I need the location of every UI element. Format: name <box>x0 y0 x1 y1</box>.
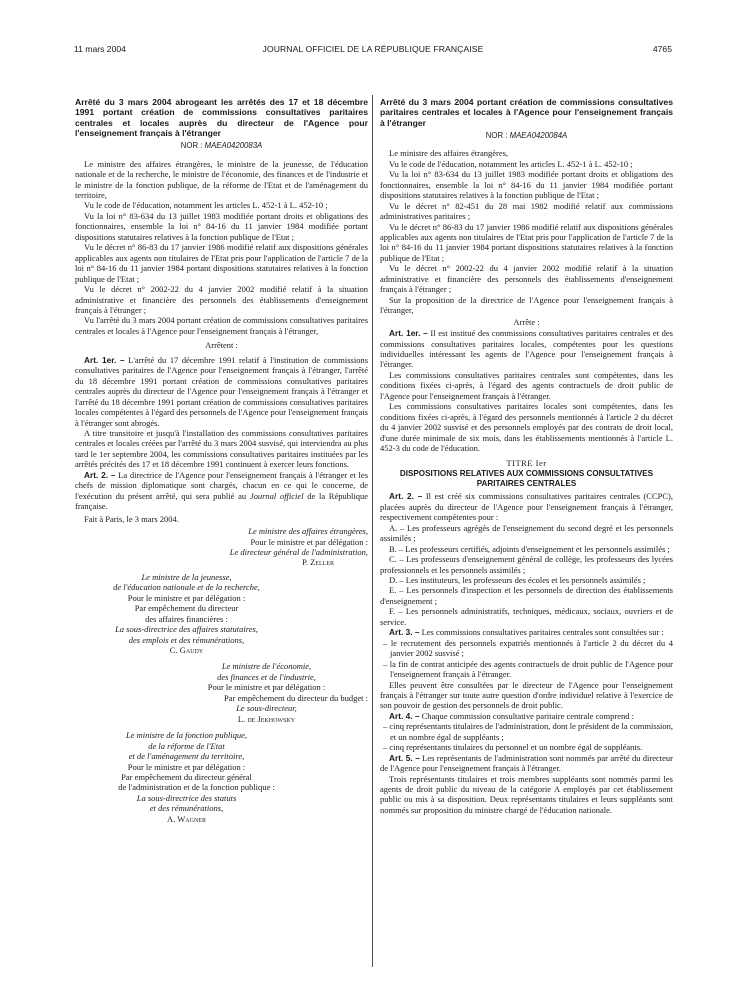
left-nor <box>75 141 368 151</box>
right-para: Vu le code de l'éducation, notamment les articles L. 452-1 à L. 452-10 ; <box>389 158 633 169</box>
right-para: Vu la loi n° 83-634 du 13 juillet 1983 modifiée portant droits et obligations des fonctionnaires, ensemble la loi n° 84-16 du 11 janvier 1984 modifiée portant dispositions statutaires relatives à la fonction publique de l'Etat ; <box>380 169 673 201</box>
signatory-role: des finances et de l'industrie, <box>217 671 316 682</box>
list-item: E. – Les personnels d'inspection et les personnels de direction des établissements d'enseignement ; <box>380 585 673 606</box>
article-text: Les commissions consultatives paritaires centrales sont consultées sur : <box>421 627 664 638</box>
signature-block-3 <box>75 661 368 724</box>
right-para: Le ministre des affaires étrangères, <box>389 148 509 159</box>
left-column <box>75 97 368 824</box>
right-nor <box>380 131 673 141</box>
left-para: A titre transitoire et jusqu'à l'installation des commissions consultatives paritaires centrales et locales créées par l'arrêté du 3 mars 2004 susvisé, qui interviendra au plus tard le 1er septembre 2004, les commissions consultatives paritaires instituées par les arrêtés précités des 17 et 18 décembre 1991 continuent à exercer leurs fonctions. <box>75 427 368 470</box>
left-arretent: Arrêtent : <box>205 340 238 351</box>
signatory-line: Pour le ministre et par délégation : <box>250 536 368 547</box>
signatory-line: Pour le ministre et par délégation : <box>127 592 246 603</box>
list-item: C. – Les professeurs d'enseignement général de collège, les professeurs des lycées professionnels et les personnels assimilés ; <box>380 554 673 575</box>
signature-block-1 <box>75 526 368 568</box>
signatory-line: La sous-directrice des affaires statutaires, <box>115 624 258 635</box>
signatory-role: de la réforme de l'Etat <box>148 740 225 751</box>
article-label: Art. 4. – <box>389 710 420 721</box>
left-para: Le ministre des affaires étrangères, le ministre de la jeunesse, de l'éducation nationale et de la recherche, le ministre de l'économie, des finances et de l'industrie et le ministre de la fonction publique, de la réforme de l'Etat et de l'aménagement du territoire, <box>75 158 368 200</box>
page-header <box>74 44 672 58</box>
article-label: Art. 2. – <box>84 469 116 480</box>
signatory-role: Le ministre de l'économie, <box>221 661 312 672</box>
signatory-line: des affaires financières : <box>145 613 228 624</box>
titre-heading: TITRE Ier <box>506 458 547 469</box>
list-item: – cinq représentants titulaires de l'administration, dont le président de la commission, et un nombre égal de suppléants ; <box>383 721 673 742</box>
article-label: Art. 1er. – <box>389 328 428 339</box>
article-label: Art. 2. – <box>389 491 423 502</box>
journal-title: JOURNAL OFFICIEL DE LA RÉPUBLIQUE FRANÇAISE <box>262 44 484 54</box>
left-para: Vu la loi n° 83-634 du 13 juillet 1983 modifiée portant droits et obligations des fonctionnaires, ensemble la loi n° 84-16 du 11 janvier 1984 modifiée portant dispositions statutaires relatives à la fonction publique de l'Etat ; <box>75 210 368 242</box>
signatory-role: Le ministre des affaires étrangères, <box>248 526 368 537</box>
signature-block-4 <box>75 730 368 824</box>
list-item: – le recrutement des personnels expatriés mentionnés à l'article 2 du décret du 4 janvier 2002 susvisé ; <box>383 637 673 659</box>
list-item: – la fin de contrat anticipée des agents contractuels de droit public de l'Agence pour l'enseignement français à l'étranger. <box>383 658 673 680</box>
right-para: Vu le décret n° 82-451 du 28 mai 1982 modifié relatif aux commissions administratives paritaires ; <box>380 200 673 222</box>
right-para: Les commissions consultatives paritaires locales sont compétentes, dans les conditions fixées ci-après, à l'égard des personnels mentionnés à l'article 2 du décret du 4 janvier 2002 susvisé et des personnels employés par des contrats de droit local, d'une durée minimale de six mois, dans les établissements mentionnés à l'article L. 452-3 du code de l'éducation. <box>380 401 673 454</box>
signatory-line: Le sous-directeur, <box>236 703 297 714</box>
signatory-role: Le ministre de la jeunesse, <box>141 571 232 582</box>
signatory-line: Pour le ministre et par délégation : <box>207 682 326 693</box>
right-para: Sur la proposition de la directrice de l'Agence pour l'enseignement français à l'étranger, <box>380 294 673 316</box>
signatory-line: La sous-directrice des statuts <box>136 792 237 803</box>
right-article-5 <box>380 753 673 774</box>
article-text: Chaque commission consultative paritaire centrale comprend : <box>421 710 634 721</box>
signatory-line: Par empêchement du directeur <box>134 603 239 614</box>
article-text: L'arrêté du 17 décembre 1991 relatif à l'institution de commissions consultatives paritaires de l'Agence pour l'enseignement français à l'étranger, l'arrêté du 18 décembre 1991 portant création de commissions consultatives paritaires centrales auprès du directeur de l'Agence pour l'enseignement français à l'étranger et l'arrêté du 18 décembre 1991 portant création de commissions consultatives paritaires locales compétentes à l'égard des personnels de l'Agence pour l'enseignement français à l'étranger sont abrogés. <box>75 354 369 428</box>
article-label: Art. 1er. – <box>84 354 125 365</box>
right-decree-title: Arrêté du 3 mars 2004 portant création de commissions consultatives paritaires centrales et locales à l'Agence pour l'enseignement français à l'étranger <box>380 97 673 128</box>
signatory-line: de l'administration et de la fonction publique : <box>118 782 275 793</box>
left-article-1 <box>75 355 368 428</box>
signatory-line: Par empêchement du directeur du budget : <box>224 692 368 703</box>
titre-subheading: DISPOSITIONS RELATIVES AUX COMMISSIONS CONSULTATIVES PARITAIRES CENTRALES <box>399 468 654 489</box>
right-article-4 <box>380 711 673 721</box>
signatory-line: Le directeur général de l'administration, <box>229 546 368 557</box>
right-para: Trois représentants titulaires et trois membres suppléants sont nommés parmi les agents de droit public du niveau de la catégorie A employés par cet établissement public ou mis à sa disposition. Deux représentants titulaires et leurs suppléants sont nommés sur proposition du ministre chargé de l'éducation nationale. <box>380 773 673 815</box>
article-label: Art. 3. – <box>389 627 420 638</box>
list-item: B. – Les professeurs certifiés, adjoints d'enseignement et les personnels assimilés ; <box>389 543 670 554</box>
left-fait: Fait à Paris, le 3 mars 2004. <box>84 513 179 524</box>
left-para: Vu le décret n° 86-83 du 17 janvier 1986 modifié relatif aux dispositions générales applicables aux agents non titulaires de l'Etat pris pour l'application de l'article 7 de la loi n° 84-16 du 11 janvier 1984 portant dispositions statutaires relatives à la fonction publique de l'Etat ; <box>75 242 368 284</box>
signatory-line: des emplois et des rémunérations, <box>128 634 245 645</box>
nor-code: MAEA0420084A <box>509 130 568 140</box>
right-para: Vu le décret n° 86-83 du 17 janvier 1986 modifié relatif aux dispositions générales applicables aux agents non titulaires de l'Etat pris pour l'application de l'article 7 de la loi n° 84-16 du 11 janvier 1984 portant dispositions statutaires relatives à la fonction publique de l'Etat ; <box>380 221 673 263</box>
article-text: de la République française. <box>75 490 368 512</box>
signatory-name: C. Gaudy <box>169 645 204 656</box>
signatory-name: A. Wagner <box>167 813 206 824</box>
article-label: Art. 5. – <box>389 752 420 763</box>
nor-label: NOR : <box>180 141 203 151</box>
right-arrete: Arrête : <box>513 316 540 327</box>
article-text: La directrice de l'Agence pour l'enseignement français à l'étranger et les chefs de mission diplomatique sont chargés, chacun en ce qui le concerne, de l'exécution du présent arrêté, qui sera publié au <box>75 469 368 501</box>
nor-label: NOR : <box>485 130 508 140</box>
right-para: Elles peuvent être consultées par le directeur de l'Agence pour l'enseignement français à l'étranger sur toute autre question d'ordre individuel relative à l'exercice de son pouvoir de gestion des personnels de droit public. <box>380 679 673 711</box>
left-para: Vu le décret n° 2002-22 du 4 janvier 2002 modifié relatif à la situation administrative et financière des personnels des établissements d'enseignement français à l'étranger ; <box>75 284 368 315</box>
list-item: D. – Les instituteurs, les professeurs des écoles et les personnels assimilés ; <box>389 574 646 585</box>
list-item: – cinq représentants titulaires du personnel et un nombre égal de suppléants. <box>383 742 643 753</box>
signatory-line: Pour le ministre et par délégation : <box>127 761 246 772</box>
signatory-role: de l'éducation nationale et de la recherche, <box>113 582 260 593</box>
right-column <box>380 97 673 815</box>
column-divider <box>372 95 373 967</box>
article-text: Les représentants de l'administration sont nommés par arrêté du directeur de l'Agence pour l'enseignement français à l'étranger. <box>380 752 674 774</box>
article-text: Il est créé six commissions consultatives paritaires centrales (CCPC), placées auprès du directeur de l'Agence pour l'enseignement français à l'étranger, respectivement compétentes pour : <box>380 491 674 523</box>
list-item: A. – Les professeurs agrégés de l'enseignement du second degré et les personnels assimilés ; <box>380 522 673 544</box>
signatory-name: L. de Jekhowsky <box>237 713 296 724</box>
left-para: Vu le code de l'éducation, notamment les articles L. 452-1 à L. 452-10 ; <box>84 200 328 211</box>
left-decree-title: Arrêté du 3 mars 2004 abrogeant les arrêtés des 17 et 18 décembre 1991 portant création de commissions consultatives paritaires centrales et locales auprès du directeur de l'Agence pour l'enseignement français à l'étranger <box>75 97 368 138</box>
signatory-role: Le ministre de la fonction publique, <box>125 730 248 741</box>
signature-block-2 <box>75 572 368 656</box>
journal-officiel-ref: Journal officiel <box>249 490 304 501</box>
right-para: Vu le décret n° 2002-22 du 4 janvier 2002 modifié relatif à la situation administrative et financière des personnels des établissements d'enseignement français à l'étranger ; <box>380 263 673 295</box>
left-para: Vu l'arrêté du 3 mars 2004 portant création de commissions consultatives paritaires centrales et locales à l'Agence pour l'enseignement français à l'étranger, <box>75 315 368 336</box>
signatory-line: et des rémunérations, <box>149 803 224 814</box>
right-article-3 <box>380 627 673 637</box>
list-item: F. – Les personnels administratifs, techniques, médicaux, sociaux, ouvriers et de service. <box>380 606 673 627</box>
nor-code: MAEA0420083A <box>204 141 263 151</box>
right-article-2 <box>380 491 673 522</box>
left-article-2 <box>75 470 368 512</box>
signatory-name: P. Zeller <box>302 557 334 568</box>
page-number: 4765 <box>652 44 672 54</box>
issue-date: 11 mars 2004 <box>74 44 126 54</box>
right-article-1 <box>380 328 673 370</box>
signatory-role: et de l'aménagement du territoire, <box>128 751 245 762</box>
article-text: Il est institué des commissions consultatives paritaires centrales et des commissions consultatives paritaires locales, compétentes pour les questions individuelles intéressant les agents de l'Agence pour l'enseignement français à l'étranger. <box>380 328 673 370</box>
signatory-line: Par empêchement du directeur général <box>121 772 252 783</box>
right-para: Les commissions consultatives paritaires centrales sont compétentes, dans les conditions fixées ci-après, à l'égard des agents contractuels de droit public de l'Agence pour l'enseignement français à l'étranger. <box>380 369 673 401</box>
